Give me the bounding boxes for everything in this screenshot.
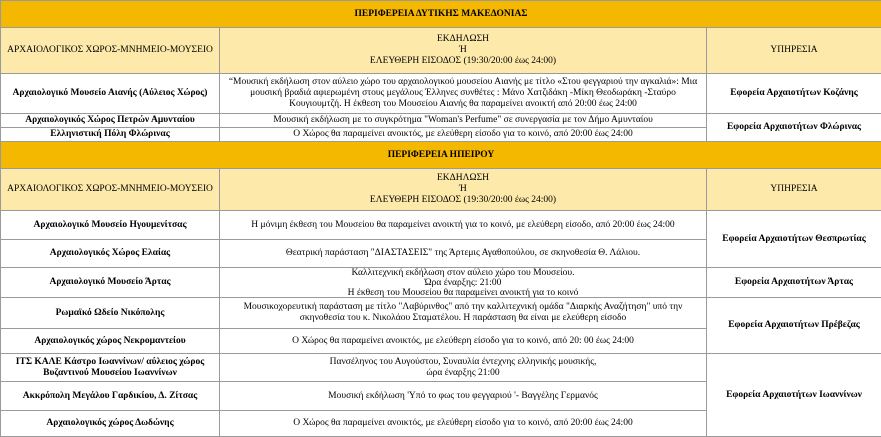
event-cell: Θεατρική παράσταση "ΔΙΑΣΤΑΣΕΙΣ" της Άρτεμις Αγαθοπούλου, σε σκηνοθεσία Θ. Λάλιου. — [220, 240, 707, 268]
service-cell: Εφορεία Αρχαιοτήτων Πρέβεζας — [707, 298, 881, 354]
event-cell — [220, 268, 707, 298]
service-column-header: ΥΠΗΡΕΣΙΑ — [707, 28, 881, 74]
event-cell — [220, 354, 707, 382]
table-row — [1, 268, 881, 298]
event-line: Πανσέληνος του Αυγούστου, Συναυλία έντεχνης ελληνικής μουσικής, — [223, 357, 703, 368]
event-header-line: ΕΚΔΗΛΩΣΗ — [223, 34, 703, 45]
event-header-line: Ή — [223, 45, 703, 56]
region-title: ΠΕΡΙΦΕΡΕΙΑ ΗΠΕΙΡΟΥ — [1, 142, 881, 169]
event-cell: Ο Χώρος θα παραμείνει ανοικτός, με ελεύθερη είσοδο για το κοινό, από 20: 00 έως 24:00 — [220, 329, 707, 354]
site-cell: Αρχαιολογικό Μουσείο Αιανής (Αύλειος Χώρος) — [1, 74, 220, 114]
site-cell: Αρχαιολογικός Χώρος Πετρών Αμυνταίου — [1, 114, 220, 128]
event-header-line: ΕΛΕΥΘΕΡΗ ΕΙΣΟΔΟΣ (19:30/20:00 έως 24:00) — [223, 195, 703, 206]
event-cell: Ο Χώρος θα παραμείνει ανοικτός, με ελεύθερη είσοδο για το κοινό, από 20:00 έως 24:00 — [220, 411, 707, 437]
site-cell: Αρχαιολογικό Μουσείο Ηγουμενίτσας — [1, 211, 220, 240]
event-cell: Μουσικοχορευτική παράσταση με τίτλο "Λαβύρινθος" από την καλλιτεχνική ομάδα "Διαρκής Αναζήτηση" υπό την σκηνοθεσία του κ. Νικολάου Σταματέλου. Η παράσταση θα είναι με ελεύθερη είσοδο — [220, 298, 707, 329]
event-column-header — [220, 28, 707, 74]
region-row — [1, 1, 881, 28]
event-column-header — [220, 169, 707, 211]
event-line: Η έκθεση του Μουσείου θα παραμείνει ανοικτή για το κοινό — [223, 288, 703, 297]
table-row — [1, 114, 881, 128]
service-column-header: ΥΠΗΡΕΣΙΑ — [707, 169, 881, 211]
site-cell: Αρχαιολογικός Χώρος Ελαίας — [1, 240, 220, 268]
site-cell: Ελληνιστική Πόλη Φλώρινας — [1, 128, 220, 142]
site-cell: ΙΤΣ ΚΑΛΕ Κάστρο Ιωαννίνων/ αύλειος χώρος Βυζαντινού Μουσείου Ιωαννίνων — [1, 354, 220, 382]
table-row — [1, 298, 881, 329]
site-cell: Αρχαιολογικός χώρος Δωδώνης — [1, 411, 220, 437]
event-cell: “Μουσική εκδήλωση στον αύλειο χώρο του αρχαιολογικού μουσείου Αιανής με τίτλο «Στου φεγγαριού την αγκαλιά»: Μια μουσική βραδιά αφιερωμένη στους μεγάλους Έλληνες συνθέτες : Μάνο Χατζιδάκη -Μίκη Θεοδωράκη -Σταύρο Κουγιουμτζή. Η έκθεση του Μουσείου Αιανής θα παραμείνει ανοικτή από 20:00 έως 24:00 — [220, 74, 707, 114]
event-cell: Η μόνιμη έκθεση του Μουσείου θα παραμείνει ανοικτή για το κοινό, με ελεύθερη είσοδο, από 20:00 έως 24:00 — [220, 211, 707, 240]
region-row — [1, 142, 881, 169]
event-cell: Μουσική εκδήλωση 'Υπό το φως του φεγγαριού '- Βαγγέλης Γερμανός — [220, 382, 707, 411]
event-cell: Μουσική εκδήλωση με το συγκρότημα "Woman's Perfume" σε συνεργασία με τον Δήμο Αμυνταίου — [220, 114, 707, 128]
service-cell: Εφορεία Αρχαιοτήτων Ιωαννίνων — [707, 354, 881, 437]
site-cell: Ρωμαϊκό Ωδείο Νικόπολης — [1, 298, 220, 329]
event-header-line: Ή — [223, 184, 703, 195]
service-cell: Εφορεία Αρχαιοτήτων Άρτας — [707, 268, 881, 298]
header-row — [1, 28, 881, 74]
site-column-header: ΑΡΧΑΙΟΛΟΓΙΚΟΣ ΧΩΡΟΣ-ΜΝΗΜΕΙΟ-ΜΟΥΣΕΙΟ — [1, 28, 220, 74]
table-row — [1, 354, 881, 382]
event-line: Ώρα έναρξης: 21:00 — [223, 278, 703, 288]
site-cell: Αρχαιολογικός χώρος Νεκρομαντείου — [1, 329, 220, 354]
site-cell: Αρχαιολογικό Μουσείο Άρτας — [1, 268, 220, 298]
event-header-line: ΕΚΔΗΛΩΣΗ — [223, 173, 703, 184]
table-row — [1, 211, 881, 240]
event-line: Καλλιτεχνική εκδήλωση στον αύλειο χώρο του Μουσείου. — [223, 268, 703, 278]
table-row — [1, 74, 881, 114]
site-cell: Ακκρόπολη Μεγάλου Γαρδικίου, Δ. Ζίτσας — [1, 382, 220, 411]
event-line: ώρα έναρξης 21:00 — [223, 368, 703, 379]
service-cell: Εφορεία Αρχαιοτήτων Φλώρινας — [707, 114, 881, 142]
region-title: ΠΕΡΙΦΕΡΕΙΑ ΔΥΤΙΚΗΣ ΜΑΚΕΔΟΝΙΑΣ — [1, 1, 881, 28]
site-column-header: ΑΡΧΑΙΟΛΟΓΙΚΟΣ ΧΩΡΟΣ-ΜΝΗΜΕΙΟ-ΜΟΥΣΕΙΟ — [1, 169, 220, 211]
header-row — [1, 169, 881, 211]
service-cell: Εφορεία Αρχαιοτήτων Κοζάνης — [707, 74, 881, 114]
event-cell: Ο Χώρος θα παραμείνει ανοικτός, με ελεύθερη είσοδο για το κοινό, από 20:00 έως 24:00 — [220, 128, 707, 142]
service-cell: Εφορεία Αρχαιοτήτων Θεσπρωτίας — [707, 211, 881, 268]
event-header-line: ΕΛΕΥΘΕΡΗ ΕΙΣΟΔΟΣ (19:30/20:00 έως 24:00) — [223, 56, 703, 67]
